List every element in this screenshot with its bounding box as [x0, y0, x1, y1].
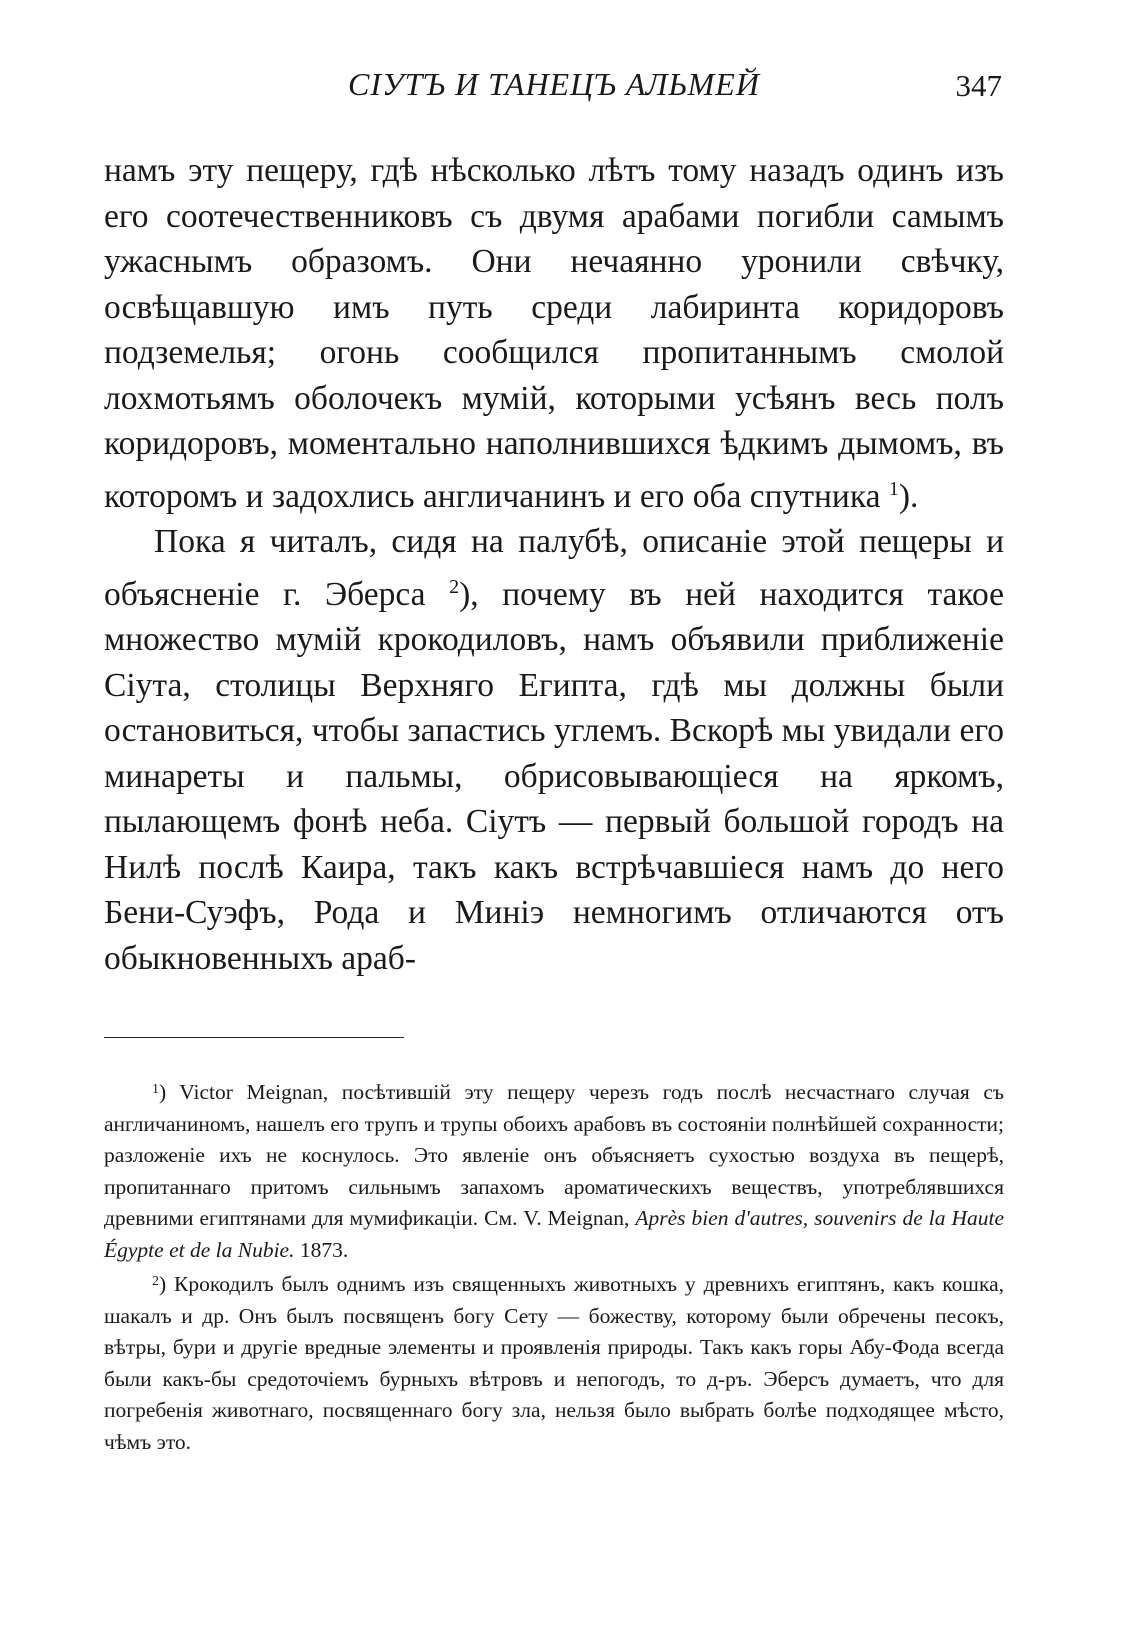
footnote-ref-2: 2 — [449, 575, 460, 598]
paragraph-2-text-b: ), почему въ ней находится такое множество мумій крокодиловъ, намъ объявили приближеніе Сіута, столицы Верхняго Египта, гдѣ мы должны были остановиться, чтобы запастись углемъ. Вскорѣ мы увидали его минареты и пальмы, обрисовывающіеся на яркомъ, пылающемъ фонѣ неба. Сіутъ — первый большой городъ на Нилѣ послѣ Каира, такъ какъ встрѣчавшіеся намъ до него Бени-Суэфъ, Рода и Миніэ немногимъ отличаются отъ обыкновенныхъ араб- — [104, 575, 1005, 977]
footnote-ref-1: 1 — [888, 477, 899, 500]
main-text — [104, 148, 1004, 981]
paragraph-1 — [104, 148, 1004, 519]
footnote-1-book-title: Après bien d'autres, souvenirs de la Haute Égypte et de la Nubie. — [104, 1206, 1004, 1262]
book-page — [104, 62, 1004, 1458]
paragraph-2 — [104, 519, 1004, 981]
footnote-1-year: 1873. — [299, 1237, 349, 1262]
running-title: СІУТЪ И ТАНЕЦЪ АЛЬМЕЙ — [348, 66, 760, 102]
footnote-2 — [104, 1266, 1004, 1458]
footnote-1-text: ) Victor Meignan, посѣтившій эту пещеру черезъ годъ послѣ несчастнаго случая съ англичаниномъ, нашелъ его трупъ и трупы обоихъ арабовъ въ состояніи полнѣйшей сохранности; разложеніе ихъ не коснулось. Это явленіе онъ объясняетъ сухостью воздуха въ пещерѣ, пропитаннаго притомъ сильнымъ запахомъ ароматическихъ веществъ, употреблявшихся древними египтянами для мумификаціи. См. V. Meignan, — [104, 1080, 1004, 1230]
page-number: 347 — [955, 68, 1002, 103]
footnote-1 — [104, 1074, 1004, 1266]
paragraph-1-text: намъ эту пещеру, гдѣ нѣсколько лѣтъ тому назадъ одинъ изъ его соотечественниковъ съ двумя арабами погибли самымъ ужаснымъ образомъ. Они нечаянно уронили свѣчку, освѣщавшую имъ путь среди лабиринта коридоровъ подземелья; огонь сообщился пропитаннымъ смолой лохмотьямъ оболочекъ мумій, которыми усѣянъ весь полъ коридоровъ, моментально наполнившихся ѣдкимъ дымомъ, въ которомъ и задохлись англичанинъ и его оба спутника — [104, 152, 1004, 515]
footnote-divider — [104, 1037, 404, 1038]
paragraph-1-end: ). — [898, 477, 919, 515]
footnote-2-text: ) Крокодилъ былъ однимъ изъ священныхъ животныхъ у древнихъ египтянъ, какъ кошка, шакалъ и др. Онъ былъ посвященъ богу Сету — божеству, которому были обречены песокъ, вѣтры, бури и другіе вредные элементы и проявленія природы. Такъ какъ горы Абу-Фода всегда были какъ-бы средоточіемъ бурныхъ вѣтровъ и непогодъ, то д-ръ. Эберсъ думаетъ, что для погребенія животнаго, посвященнаго богу зла, нельзя было выбрать болѣе подходящее мѣсто, чѣмъ это. — [104, 1272, 1004, 1454]
running-header — [104, 62, 1004, 114]
footnote-2-mark: 2 — [152, 1274, 159, 1289]
footnote-1-mark: 1 — [152, 1082, 159, 1097]
footnotes — [104, 1074, 1004, 1458]
paragraph-2-text-a: Пока я читалъ, сидя на палубѣ, описаніе этой пещеры и объясненіе г. Эберса — [104, 523, 1004, 613]
